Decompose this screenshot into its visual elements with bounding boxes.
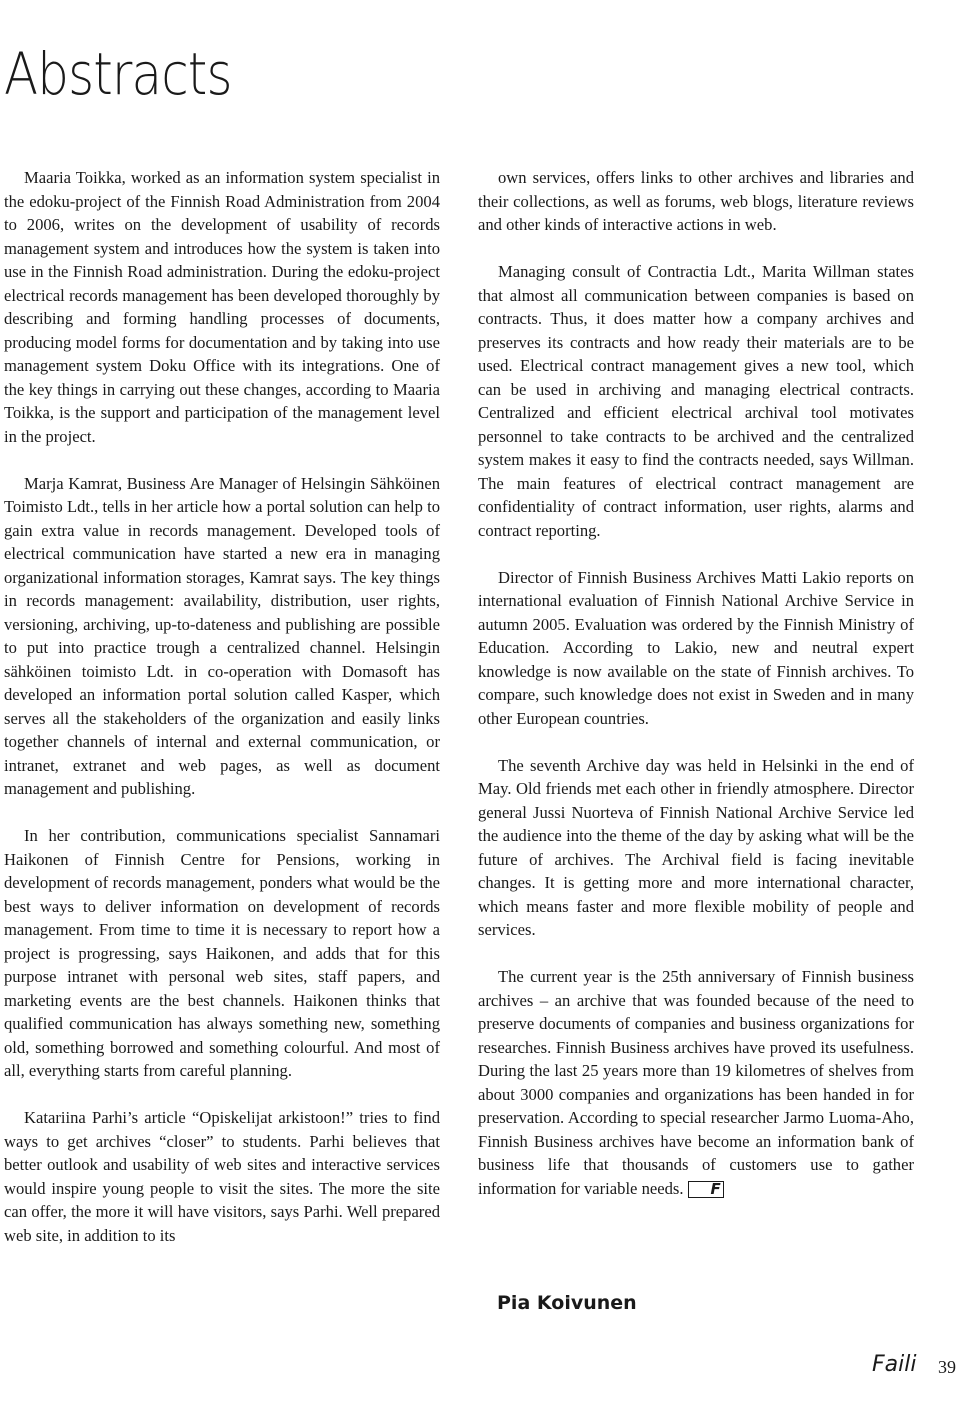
page-number: 39 (938, 1357, 956, 1377)
abstract-paragraph: In her contribution, communications specialist Sannamari Haikonen of Finnish Centre for Pensions, working in development of records management, ponders what would be the best ways to deliver information on development of records management. From time to time it is necessary to report how a project is progressing, says Haikonen, and adds that for this purpose intranet with personal web sites, staff papers, and marketing events are the best channels. Haikonen thinks that qualified communication has always something new, something old, something borrowed and something colourful. And most of all, everything starts from careful planning. (4, 826, 440, 1080)
left-column (4, 166, 440, 1247)
right-column (478, 166, 914, 1200)
abstract-paragraph: Director of Finnish Business Archives Matti Lakio reports on international evaluation of Finnish National Archive Service in autumn 2005. Evaluation was ordered by the Finnish Ministry of Education. According to Lakio, new and neutral expert knowledge is now available on the state of Finnish archives. To compare, such knowledge does not exist in Sweden and in many other European countries. (478, 567, 914, 728)
abstract-paragraph: The seventh Archive day was held in Helsinki in the end of May. Old friends met each other in friendly atmosphere. Director general Jussi Nuorteva of Finnish National Archive Service led the audience into the theme of the day by asking what will be the future of archives. The Archival field is facing inevitable changes. It is getting more and more international character, which means faster and more flexible mobility of people and services. (478, 755, 914, 939)
page-title: Abstracts (4, 39, 232, 108)
abstract-paragraph: Marja Kamrat, Business Are Manager of Helsingin Sähköinen Toimisto Ldt., tells in her article how a portal solution can help to gain extra value in records management. Developed tools of electrical communication have started a new era in managing organizational information storages, Kamrat says. The key things in records management: availability, distribution, user rights, versioning, archiving, up-to-dateness and publishing are possible to put into practice trough a centralized channel. Helsingin sähköinen toimisto Ldt. in co-operation with Domasoft has developed an information portal solution called Kasper, which serves all the stakeholders of the organization and easily links together channels of internal and external communication, or intranet, extranet and web pages, as well as document management and publishing. (4, 473, 440, 798)
magazine-name: Faili (872, 1352, 917, 1377)
author-name: Pia Koivunen (497, 1292, 637, 1314)
abstract-paragraph: Managing consult of Contractia Ldt., Marita Willman states that almost all communication between companies is based on contracts. Thus, it does matter how a company archives and preserves its contracts and how ready their materials are to be used. Electrical contract management gives a new tool, which can be used in archiving and managing electrical contracts. Centralized and efficient electrical archival tool motivates personnel to take contracts to be archived and the centralized system makes it easy to find the contracts needed, says Willman. The main features of electrical contract management are confidentiality of contract information, user rights, alarms and contract reporting. (478, 262, 914, 540)
abstract-paragraph-text: The current year is the 25th anniversary of Finnish business archives – an archive that was founded because of the need to preserve documents of companies and business organizations for researches. Finnish Business archives have proved its usefulness. During the last 25 years more than 19 kilometres of shelves from about 3000 companies and organizations has been handed in for preservation. According to special researcher Jarmo Luoma-Aho, Finnish Business archives have become an information bank of business life that thousands of customers use to gather information for variable needs. (478, 967, 914, 1198)
end-mark-icon: F (688, 1181, 724, 1198)
abstract-paragraph-final (478, 965, 914, 1200)
abstract-paragraph: Katariina Parhi’s article “Opiskelijat arkistoon!” tries to find ways to get archives “closer” to students. Parhi believes that better outlook and usability of web sites and interactive services would inspire young people to visit the sites. The more the site can offer, the more it will have visitors, says Parhi. Well prepared web site, in addition to its (4, 1108, 440, 1245)
abstract-paragraph: own services, offers links to other archives and libraries and their collections, as well as forums, web blogs, literature reviews and other kinds of interactive actions in web. (478, 168, 914, 234)
abstract-paragraph: Maaria Toikka, worked as an information system specialist in the edoku-project of the Finnish Road Administration from 2004 to 2006, writes on the development of usability of records management system and introduces how the system is taken into use in the Finnish Road administration. During the edoku-project electrical records management has been developed thoroughly by describing and forming handling processes of documents, producing model forms for documentation and by taking into use management system Doku Office with its integrations. One of the key things in carrying out these changes, according to Maaria Toikka, is the support and participation of the management level in the project. (4, 168, 440, 446)
